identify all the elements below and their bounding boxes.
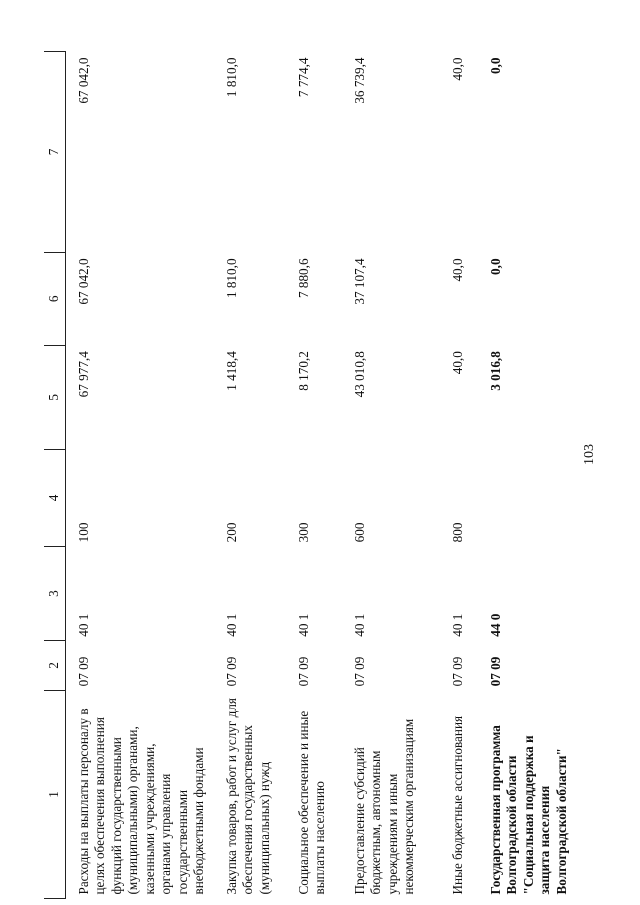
row-value-5: 8 170,2	[295, 351, 311, 391]
row-expense-type	[478, 450, 573, 547]
row-value-6: 0,0	[487, 258, 503, 275]
row-expense-type: 600	[351, 522, 367, 543]
header-col-5: 5	[44, 345, 65, 449]
header-col-4: 4	[44, 450, 65, 547]
row-expense-type: 800	[449, 522, 465, 543]
row-value-5: 1 418,4	[223, 351, 239, 391]
row-section-code: 07 09	[75, 656, 91, 687]
header-col-2: 2	[44, 641, 65, 691]
row-value-6: 1 810,0	[223, 258, 239, 299]
row-value-6: 40,0	[449, 258, 465, 282]
row-target-code: 40 1	[223, 613, 239, 637]
row-expense-type: 100	[75, 522, 91, 543]
row-section-code: 07 09	[295, 656, 311, 687]
row-section-code: 07 09	[487, 656, 503, 687]
row-name: Иные бюджетные ассигнования	[449, 715, 465, 895]
header-col-3: 3	[44, 546, 65, 640]
row-section-code: 07 09	[351, 656, 367, 687]
row-name: Предоставление субсидий бюджетным, автономным учреждениям и иным некоммерческим организациям	[351, 718, 416, 895]
table-row	[282, 52, 338, 899]
row-value-7: 36 739,4	[351, 57, 367, 104]
table-row	[436, 52, 478, 899]
header-col-6: 6	[44, 252, 65, 345]
row-expense-type: 200	[223, 522, 239, 543]
row-value-5: 67 977,4	[75, 351, 91, 398]
row-value-7: 0,0	[487, 57, 503, 74]
row-name: Государственная программа Волгоградской области "Социальная поддержка и защита населения Волгоградской области"	[487, 725, 569, 895]
header-col-7: 7	[44, 52, 65, 253]
row-target-code: 40 1	[75, 613, 91, 637]
row-name: Социальное обеспечение и иные выплаты населению	[295, 710, 327, 895]
table-row	[210, 52, 282, 899]
row-value-5: 40,0	[449, 351, 465, 375]
row-name: Закупка товаров, работ и услуг для обеспечения государственных (муниципальных) нужд	[223, 698, 272, 895]
row-value-6: 67 042,0	[75, 258, 91, 305]
row-value-6: 37 107,4	[351, 258, 367, 305]
row-target-code: 40 1	[449, 613, 465, 637]
row-expense-type: 300	[295, 522, 311, 543]
row-value-7: 40,0	[449, 57, 465, 81]
row-value-7: 67 042,0	[75, 57, 91, 104]
row-target-code: 40 1	[351, 613, 367, 637]
header-col-1: 1	[44, 690, 65, 898]
page-number: 103	[582, 444, 597, 465]
row-name: Расходы на выплаты персоналу в целях обеспечения выполнения функций государственными (муниципальными) органами, казенными учреждениями, органами управления государственными внебюджетными фондами	[75, 708, 206, 895]
table-row-program	[478, 52, 573, 899]
table-row	[338, 52, 436, 899]
row-value-5: 43 010,8	[351, 351, 367, 398]
row-target-code: 40 1	[295, 613, 311, 637]
row-value-5: 3 016,8	[487, 351, 503, 391]
row-value-7: 7 774,4	[295, 57, 311, 98]
header-row	[44, 52, 65, 899]
row-section-code: 07 09	[223, 656, 239, 687]
table-row	[65, 52, 210, 899]
row-section-code: 07 09	[449, 656, 465, 687]
budget-table	[44, 51, 572, 899]
row-value-6: 7 880,6	[295, 258, 311, 299]
row-target-code: 44 0	[487, 613, 503, 637]
row-value-7: 1 810,0	[223, 57, 239, 98]
